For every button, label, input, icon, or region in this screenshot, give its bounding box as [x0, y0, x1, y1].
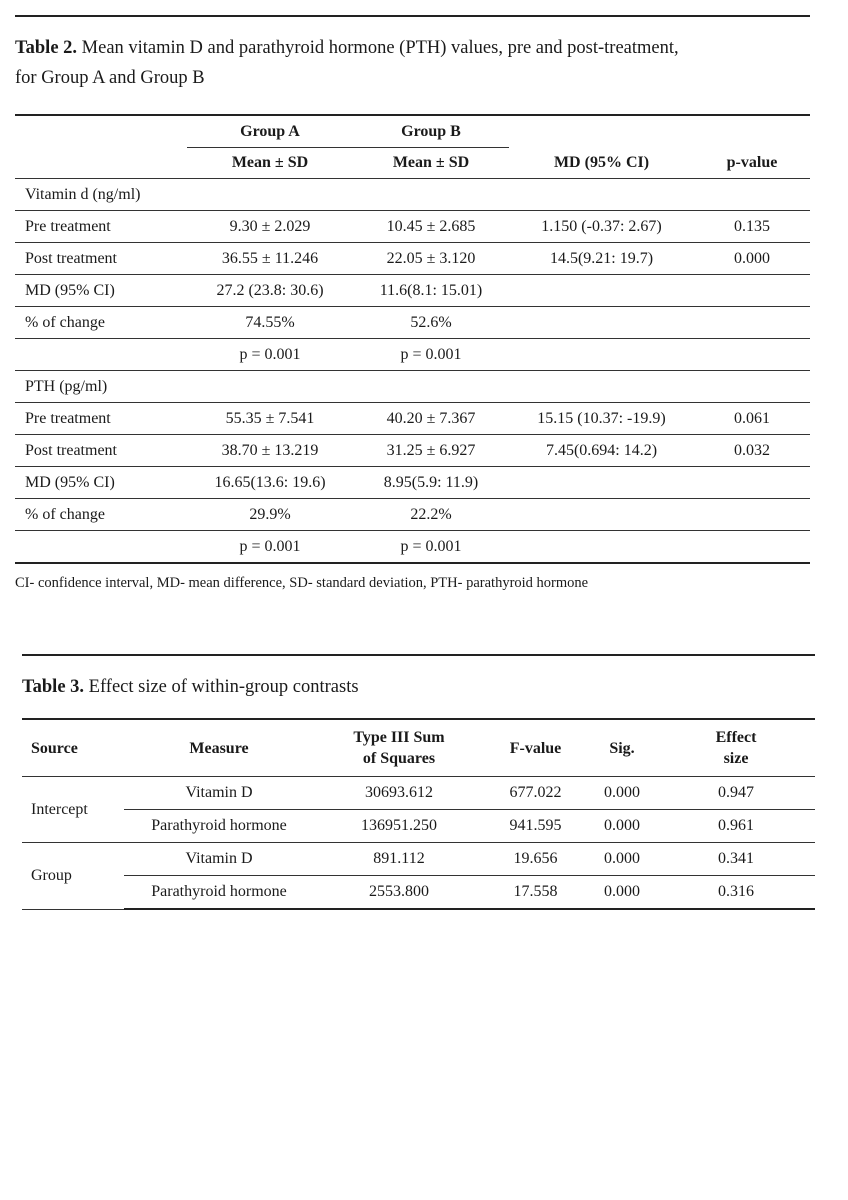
top-rule	[22, 654, 815, 656]
sum-of-squares-cell: 891.112	[314, 843, 484, 876]
header-f-value: F-value	[484, 719, 587, 777]
table-row	[15, 211, 810, 243]
group-a-cell: 36.55 ± 11.246	[187, 243, 353, 275]
sig-cell: 0.000	[587, 876, 657, 910]
table-subheader-row	[15, 148, 810, 179]
md-cell	[509, 467, 694, 499]
table-row	[15, 339, 810, 371]
table-row	[15, 531, 810, 564]
group-b-cell: 31.25 ± 6.927	[353, 435, 509, 467]
caption-label: Table 2.	[15, 38, 78, 58]
md-cell	[509, 531, 694, 564]
source-cell: Group	[22, 843, 124, 910]
table-row	[15, 371, 810, 403]
table-row	[15, 243, 810, 275]
md-cell	[509, 275, 694, 307]
sig-cell: 0.000	[587, 810, 657, 843]
table-row	[22, 876, 815, 910]
group-b-cell: 22.05 ± 3.120	[353, 243, 509, 275]
row-label: Vitamin d (ng/ml)	[15, 179, 187, 211]
group-b-cell: 8.95(5.9: 11.9)	[353, 467, 509, 499]
group-b-cell: 10.45 ± 2.685	[353, 211, 509, 243]
caption-text: Effect size of within-group contrasts	[84, 677, 359, 697]
md-cell: 14.5(9.21: 19.7)	[509, 243, 694, 275]
group-a-cell: 27.2 (23.8: 30.6)	[187, 275, 353, 307]
header-effect-size	[657, 719, 815, 777]
header-ss-line1: Type III Sum	[353, 729, 445, 746]
row-label: Pre treatment	[15, 211, 187, 243]
md-cell	[509, 179, 694, 211]
table-header-row	[15, 115, 810, 148]
group-a-cell: 9.30 ± 2.029	[187, 211, 353, 243]
header-sum-of-squares	[314, 719, 484, 777]
table-2-block	[15, 15, 810, 591]
caption-text-line2: for Group A and Group B	[15, 68, 205, 88]
sum-of-squares-cell: 136951.250	[314, 810, 484, 843]
table-row	[15, 499, 810, 531]
caption-label: Table 3.	[22, 677, 85, 697]
table-row	[22, 843, 815, 876]
pvalue-cell: 0.135	[694, 211, 810, 243]
table-row	[22, 777, 815, 810]
row-label	[15, 531, 187, 564]
md-cell	[509, 339, 694, 371]
f-value-cell: 19.656	[484, 843, 587, 876]
pvalue-cell: 0.032	[694, 435, 810, 467]
group-a-cell: p = 0.001	[187, 339, 353, 371]
group-b-cell: 11.6(8.1: 15.01)	[353, 275, 509, 307]
group-b-cell: 52.6%	[353, 307, 509, 339]
pvalue-cell: 0.061	[694, 403, 810, 435]
group-a-cell	[187, 371, 353, 403]
header-empty	[15, 148, 187, 179]
table-row	[15, 307, 810, 339]
group-a-cell: 55.35 ± 7.541	[187, 403, 353, 435]
md-cell	[509, 371, 694, 403]
effect-size-cell: 0.947	[657, 777, 815, 810]
group-a-cell: 16.65(13.6: 19.6)	[187, 467, 353, 499]
row-label: PTH (pg/ml)	[15, 371, 187, 403]
group-b-cell: p = 0.001	[353, 339, 509, 371]
header-ss-line2: of Squares	[362, 750, 436, 767]
measure-cell: Parathyroid hormone	[124, 876, 314, 910]
pvalue-cell	[694, 499, 810, 531]
source-cell: Intercept	[22, 777, 124, 843]
header-empty	[694, 115, 810, 148]
sig-cell: 0.000	[587, 843, 657, 876]
pvalue-cell	[694, 275, 810, 307]
header-sig: Sig.	[587, 719, 657, 777]
table-row	[15, 179, 810, 211]
group-b-header: Group B	[353, 115, 509, 148]
row-label: Post treatment	[15, 435, 187, 467]
table-3-caption	[22, 674, 815, 700]
md-cell: 1.150 (-0.37: 2.67)	[509, 211, 694, 243]
row-label: % of change	[15, 499, 187, 531]
group-b-cell: 40.20 ± 7.367	[353, 403, 509, 435]
caption-text: Mean vitamin D and parathyroid hormone (PTH) values, pre and post-treatment,	[77, 38, 679, 58]
f-value-cell: 941.595	[484, 810, 587, 843]
header-es-line1: Effect	[715, 729, 757, 746]
table-row	[15, 467, 810, 499]
sub-header-md: MD (95% CI)	[509, 148, 694, 179]
row-label: Pre treatment	[15, 403, 187, 435]
row-label	[15, 339, 187, 371]
sub-header-pvalue: p-value	[694, 148, 810, 179]
header-empty	[15, 115, 187, 148]
table-row	[15, 275, 810, 307]
group-b-cell	[353, 371, 509, 403]
sub-header-mean-b: Mean ± SD	[353, 148, 509, 179]
group-a-cell	[187, 179, 353, 211]
group-a-header: Group A	[187, 115, 353, 148]
header-measure: Measure	[124, 719, 314, 777]
table-3	[22, 718, 815, 910]
effect-size-cell: 0.316	[657, 876, 815, 910]
table-header-row	[22, 719, 815, 777]
header-empty	[509, 115, 694, 148]
group-b-cell	[353, 179, 509, 211]
pvalue-cell	[694, 339, 810, 371]
row-label: Post treatment	[15, 243, 187, 275]
sub-header-mean-a: Mean ± SD	[187, 148, 353, 179]
table-row	[15, 435, 810, 467]
sum-of-squares-cell: 30693.612	[314, 777, 484, 810]
sum-of-squares-cell: 2553.800	[314, 876, 484, 910]
f-value-cell: 677.022	[484, 777, 587, 810]
measure-cell: Parathyroid hormone	[124, 810, 314, 843]
table-3-block	[22, 654, 815, 900]
md-cell: 15.15 (10.37: -19.9)	[509, 403, 694, 435]
table-2-caption	[15, 33, 810, 93]
pvalue-cell	[694, 371, 810, 403]
row-label: MD (95% CI)	[15, 275, 187, 307]
table-2-footnote: CI- confidence interval, MD- mean difference, SD- standard deviation, PTH- parathyroid hormone	[15, 575, 589, 591]
pvalue-cell	[694, 179, 810, 211]
group-a-cell: 74.55%	[187, 307, 353, 339]
pvalue-cell: 0.000	[694, 243, 810, 275]
md-cell: 7.45(0.694: 14.2)	[509, 435, 694, 467]
effect-size-cell: 0.961	[657, 810, 815, 843]
effect-size-cell: 0.341	[657, 843, 815, 876]
top-rule	[15, 15, 810, 17]
group-a-cell: 29.9%	[187, 499, 353, 531]
group-b-cell: 22.2%	[353, 499, 509, 531]
group-b-cell: p = 0.001	[353, 531, 509, 564]
header-source: Source	[22, 719, 124, 777]
pvalue-cell	[694, 467, 810, 499]
row-label: MD (95% CI)	[15, 467, 187, 499]
pvalue-cell	[694, 531, 810, 564]
md-cell	[509, 499, 694, 531]
table-row	[15, 403, 810, 435]
sig-cell: 0.000	[587, 777, 657, 810]
header-es-line2: size	[723, 750, 749, 767]
row-label: % of change	[15, 307, 187, 339]
group-a-cell: p = 0.001	[187, 531, 353, 564]
table-row	[22, 810, 815, 843]
md-cell	[509, 307, 694, 339]
group-a-cell: 38.70 ± 13.219	[187, 435, 353, 467]
measure-cell: Vitamin D	[124, 777, 314, 810]
pvalue-cell	[694, 307, 810, 339]
measure-cell: Vitamin D	[124, 843, 314, 876]
f-value-cell: 17.558	[484, 876, 587, 910]
table-2	[15, 114, 810, 564]
